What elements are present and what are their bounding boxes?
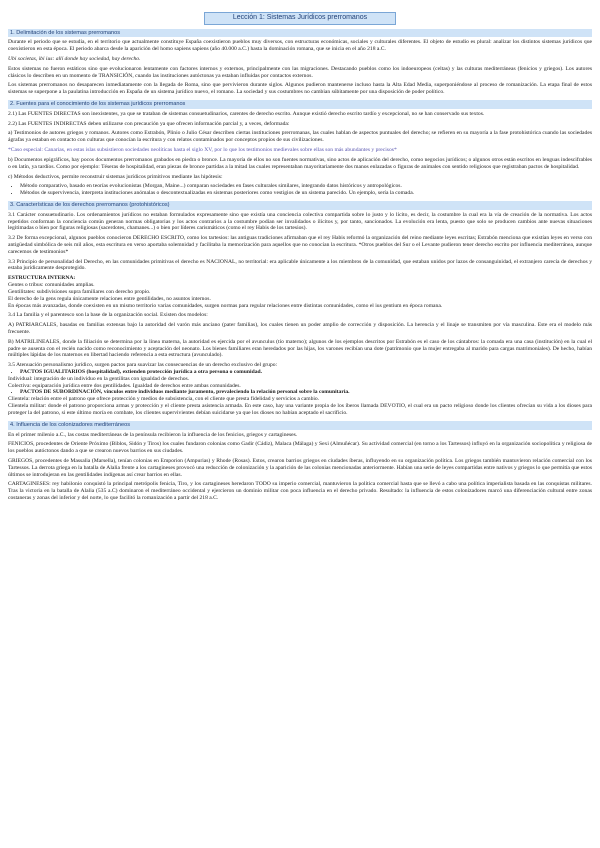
s3-paragraph-1: 3.1 Carácter consuetudinario. Los ordenamientos jurídicos no estaban formulados expresamente sino que existía una conciencia colectiva compartida sobre lo justo y lo lícito, es decir, la costumbre la cual era la vía de creación de la normativa. Los actos repetidos conforman la conciencia común generan normas obligatorias y los actos contrarios a la costumbre podían ser invalidados o ilícitos y, por tanto, sancionados. La evolución era lenta, puesto que solo se producen cambios ante nuevas situaciones legitimadas o bien por figuras religiosas (sacerdotes, chamanes...) o bien por líderes carismáticos (como el rey Habis de los tartesios). <box>8 211 592 232</box>
s4-paragraph-fenicios: FENICIOS, procedentes de Oriente Próximo (Biblos, Sidón y Tiros) los cuales fundaron colonias como Gadir (Cádiz), Malaca (Málaga) y Sexi (Almuñécar). Su actividad comercial (en torno a los Tartessos) influyó en la organización sociopolítica y religiosa de los pueblos autóctonos dando a que se crearon nuevos barrios en sus ciudades. <box>8 441 592 455</box>
s1-paragraph-4: Los sistemas prerromanos no desaparecen inmediatamente con la llegada de Roma, sino que pervivieron durante siglos. Algunos pudieron mantenerse incluso hasta la Alta Edad Media, superponiéndose al proceso de romanización. La etapa final de estos sistemas se superpone a la paulatina introducción en España de un sistema jurídico nuevo, el romano. La sociedad y sus costumbres no cambian súbitamente por una disposición de poder político. <box>8 82 592 96</box>
list-item: • Método comparativo, basado en teorías evolucionistas (Morgan, Maine...) comparan sociedades en fases culturales similares, integrando datos históricos y antropológicos. <box>20 183 592 190</box>
list-item: • PACTOS IGUALITARIOS (hospitalidad), extienden protección jurídica a otra persona o comunidad. <box>20 369 592 376</box>
s3-structure-1: Gentes o tribus: comunidades amplias. <box>8 282 95 289</box>
s2-note-canarias: *Caso especial: Canarias, en estas islas subsistieron sociedades neolíticas hasta el siglo XV, por lo que los testimonios medievales sobre ellas son más abundantes y precisos* <box>8 147 397 154</box>
s3-paragraph-4: 3.4 La familia y el parentesco son la base de la organización social. Existen dos modelos: <box>8 312 208 319</box>
s4-paragraph-griegos: GRIEGOS, procedentes de Massalia (Marsella), tenían colonias en Emporion (Ampurias) y Rhode (Rosas). Estos, crearon barrios griegos en ciudades íberas, influyendo en su organización política. Los griegos también mantuvieron relación comercial con los Tartessos. La derrota griega en la batalla de Alalia frente a los cartagineses provocó una reducción de colonización y la aparición de las colonias mencionadas anteriormente. Habían una serie de leyes compartidas entre nativos y griegos lo que permitía que estos últimos se introdujeran en las gentilidades indígenas así crear barrios en ellas. <box>8 457 592 478</box>
s4-paragraph-cartagineses: CARTAGINESES: rey habilonio conquistó la principal metrópolis fenicia, Tiro, y los cartagineses heredaron TODO su imperio comercial, mantuvieron la política comercial hasta que se llevó a cabo una política imperialista basada en las conquistas militares. Tras la victoria en la batalla de Alalia (535 a.C) dominaron el mediterráneo occidental y ejercieron un dominio militar con poca influencia en el derecho privado. Resultado: la influencia de estos colonizadores marcó una diferenciación cultural entre zonas costaneras y zonas del inferior y del norte, lo que facilitó la romanización a partir del 218 a.C. <box>8 481 592 502</box>
s2-paragraph-1: 2.1) Las FUENTES DIRECTAS son inexistentes, ya que se trataban de sistemas consuetudinarios, carentes de derecho escrito. Aunque existió derecho escrito tardío y excepcional, no se han conservado sus textos. <box>8 110 485 117</box>
list-item: • Métodos de supervivencia, interpreta instituciones anómalas o descontextualizadas en sistemas posteriores como vestigios de un sistema parecido. Un ejemplo, sería la comada. <box>20 190 592 197</box>
s4-paragraph-1: En el primer milenio a.C., las costas mediterráneas de la península recibieron la influencia de los fenicios, griegos y cartagineses. <box>8 431 298 438</box>
s2-paragraph-b: b) Documentos epigráficos, hay pocos documentos prerromanos grabados en piedra o bronce. La mayoría de ellos no son fuentes normativas, sino actos de aplicación del derecho, como negocios jurídicos; o algunos otros están escritos en lenguas indescifrables o en latín, ya tardíos. Como por ejemplo: Téseras de hospitalidad, eran piezas de bronce partidas a la mitad las cuales representaban mayoritariamente dos manos enlazadas o figuras de animales con sentido religiosos que registraban pactos de hospitalidad. <box>8 156 592 170</box>
s1-paragraph-1: Durante el periodo que se estudia, en el territorio que actualmente constituye España coexistieron pueblos muy diversos, con estructuras económicas, sociales y culturales diferentes. El objeto de estudio es plural: analizar los distintos sistemas jurídicos que coexistieron en esta época. El periodo abarca desde la aparición del homo sapiens sapiens (año 40.000 a.C.) hasta la dominación romana, que se inicia en el año 218 a.C. <box>8 39 592 53</box>
page-title: Lección 1: Sistemas Jurídicos prerromanos <box>204 12 396 25</box>
s3-pact-clientela: Clientela: relación entre el patrono que ofrece protección y medios de subsistencia, con el cliente que presta fidelidad y servicios a cambio. <box>8 396 320 403</box>
s3-structure-4: En épocas más avanzadas, donde coexisten en un mismo territorio varias comunidades, surgen normas para regular relaciones entre distintas comunidades, como el ius gentium en época romana. <box>8 302 443 309</box>
s3-pact-collective: Colectiva: equiparación jurídica entre dos gentilidades. Igualdad de derechos entre ambas comunidades. <box>8 382 241 389</box>
list-item: • PACTOS DE SUBORDINACIÓN, vínculos entre individuos mediante juramento, prevaleciendo la relación personal sobre la comunitaria. <box>20 389 592 396</box>
s2-paragraph-2: 2.2) Las FUENTES INDIRECTAS deben utilizarse con precaución ya que ofrecen información parcial y, a veces, deformada: <box>8 120 290 127</box>
section-heading-4: 4. Influencia de los colonizadores mediterráneos <box>8 421 592 430</box>
document-page <box>8 0 592 502</box>
s2-methods-list <box>8 183 592 197</box>
s2-paragraph-c: c) Métodos deductivos, permite reconstruir sistemas jurídicos primitivos mediante las hipótesis: <box>8 173 223 180</box>
section-heading-3: 3. Características de los derechos prerromanos (protohistóricos) <box>8 201 592 210</box>
s2-paragraph-a: a) Testimonios de autores griegos y romanos. Autores como Estrabón, Plinio o Julio César describen ciertas instituciones prerromanas, las cuales hablan de aspectos puntuales del derecho; se refieren en su mayoría a la fase protohistórica cuando las sociedades ágrafas ya estaban en contacto con culturas que conocían la escritura y con relatos contaminados por conceptos propios de sus civilizaciones. <box>8 130 592 144</box>
section-heading-2: 2. Fuentes para el conocimiento de los sistemas jurídicos prerromanos <box>8 100 592 109</box>
s3-paragraph-5: 3.5 Atenuación personalismo jurídico, surgen pactos para suavizar las consecuencias de un derecho exclusivo del grupo: <box>8 362 278 369</box>
s3-paragraph-4b: B) MATRILINEALES, donde la filiación se determina por la línea materna, la autoridad es ejercida por el avunculus (tío materno); algunos de los ejemplos descritos por Estrabón es el caso de los cántabros: la comada era una casa (institución) en la cual el padre se ausenta con el recién nacido como reconocimiento y aceptación del neonato. Los bienes familiares eran heredados por las hijas, los varones recibían una dote (patrimonio que la mujer entregaba al marido para cargas matrimoniales). De hecho, habían múltiples lápidas de los maternos en libertad haciendo referencia a esta estructura (avunculado). <box>8 338 592 359</box>
s1-paragraph-3: Estos sistemas no fueron estáticos sino que evolucionaron lentamente con factores internos y externos, principalmente con las migraciones. Destacando pueblos como los indoeuropeos (celtas) y las culturas mediterráneas (fenicios y griegos). Los autores clásicos lo describen en un momento de TRANSICIÓN, cuando las instituciones autóctonas ya estaban influidas por contactos externos. <box>8 65 592 79</box>
s3-structure-title: ESTRUCTURA INTERNA: <box>8 275 76 282</box>
s3-pact-individual: Individual: integración de un individuo en la gentilitas con igualdad de derechos. <box>8 375 190 382</box>
s3-structure-2: Gentilitates: subdivisiones supra familiares con derecho propio. <box>8 288 151 295</box>
s3-pact-clientela-militar: Clientela militar: donde el patrono proporciona armas y protección y el cliente presta asistencia armada. En este caso, hay una variante propia de los íberos llamada DEVOTIO, el cual era un pacto religioso donde los clientes ofrecían su vida a los dioses para proteger la del patrono, si este último moría en combate, los clientes supervivientes debían suicidarse ya que los dioses no habían aceptado el sacrificio. <box>8 403 592 416</box>
s3-pacts-list <box>8 369 592 376</box>
s3-paragraph-3: 3.3 Principio de personalidad del Derecho, en las comunidades primitivas el derecho es NACIONAL, no territorial: era aplicable únicamente a los miembros de la comunidad, que estaban unidos por lazos de consanguinidad, el extranjero carecía de derechos y estaba jurídicamente desprotegido. <box>8 258 592 272</box>
s1-paragraph-2: Ubi societas, ibi ius: allí donde hay sociedad, hay derecho. <box>8 55 141 62</box>
section-heading-1: 1. Delimitación de los sistemas prerromanos <box>8 29 592 38</box>
s3-paragraph-2: 3.2 De forma excepcional, algunos pueblos conocieron DERECHO ESCRITO, como los tartesios: las antiguas tradiciones afirmaban que el rey Habis reformó la organización del reino mediante leyes escritas; Estrabón menciona que existían leyes en verso con antigüedad simbólica de seis mil años, esta escritura en verso aportaba solemnidad y facilitaba la memorización para aquellos que no conocían la escritura. *Otros pueblos del Sur o el Levante pudieron tener derecho escrito por influencia mediterránea, aunque carecemos de testimonios* <box>8 235 592 255</box>
s3-structure-3: El derecho de la gens regula únicamente relaciones entre gentilidades, no asuntos internos. <box>8 295 211 302</box>
s3-paragraph-4a: A) PATRIARCALES, basadas en familias extensas bajo la autoridad del varón más anciano (pater familias), los cuales tienen un poder amplio de corrección y disposición. La herencia y el linaje se transmiten por vía masculina. Este era el modelo más frecuente. <box>8 322 592 335</box>
